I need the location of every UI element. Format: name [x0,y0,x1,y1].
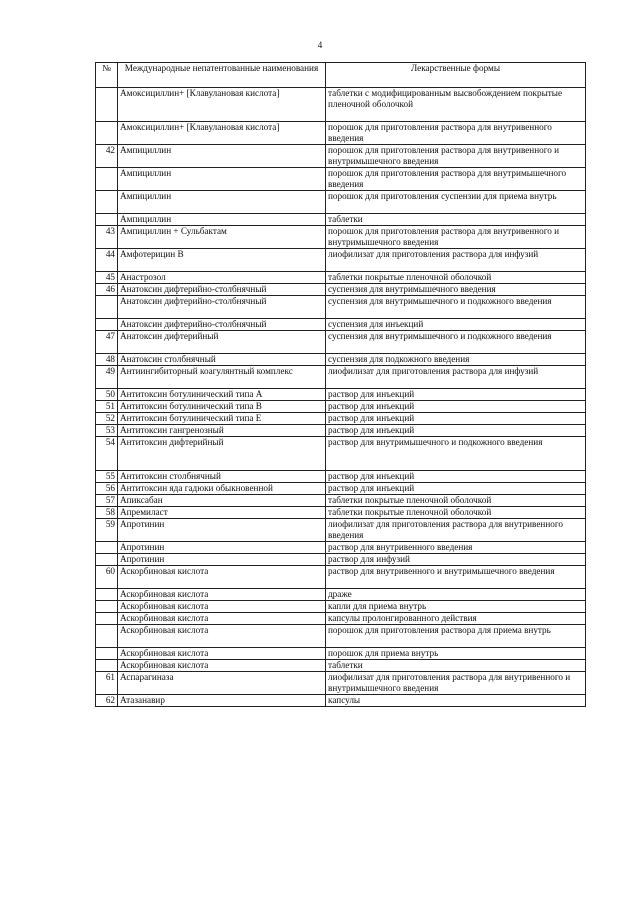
row-number [96,660,118,672]
row-number: 50 [96,389,118,401]
table-row [96,284,586,296]
row-number [96,214,118,226]
table-row [96,425,586,437]
row-number [96,613,118,625]
drug-name: Апремиласт [118,507,326,519]
dosage-form: раствор для инъекций [326,471,586,483]
row-number [96,191,118,214]
table-row [96,366,586,389]
drug-name: Аскорбиновая кислота [118,566,326,589]
table-row [96,660,586,672]
table-row [96,319,586,331]
table-row [96,214,586,226]
drug-name: Антитоксин гангренозный [118,425,326,437]
table-row [96,413,586,425]
table-row [96,495,586,507]
row-number [96,542,118,554]
dosage-form: порошок для приема внутрь [326,648,586,660]
dosage-form: лиофилизат для приготовления раствора для инфузий [326,249,586,272]
row-number: 47 [96,331,118,354]
drug-name: Апротинин [118,542,326,554]
drug-name: Аскорбиновая кислота [118,613,326,625]
table-row [96,554,586,566]
drug-name: Амфотерицин В [118,249,326,272]
row-number: 56 [96,483,118,495]
drug-name: Апротинин [118,554,326,566]
table-row [96,483,586,495]
row-number [96,589,118,601]
table-row [96,648,586,660]
dosage-form: таблетки с модифицированным высвобождением покрытые пленочной оболочкой [326,88,586,122]
table-row [96,88,586,122]
dosage-form: порошок для приготовления раствора для внутримышечного введения [326,168,586,191]
drug-name: Анатоксин дифтерийно-столбнячный [118,284,326,296]
drug-name: Анатоксин дифтерийно-столбнячный [118,296,326,319]
drug-name: Анатоксин столбнячный [118,354,326,366]
table-row [96,437,586,471]
table-row [96,296,586,319]
drug-name: Антитоксин ботулинический типа В [118,401,326,413]
table-row [96,542,586,554]
dosage-form: порошок для приготовления суспензии для приема внутрь [326,191,586,214]
row-number [96,122,118,145]
drug-name: Ампициллин [118,214,326,226]
drug-name: Амоксициллин+ [Клавулановая кислота] [118,122,326,145]
drug-name: Амоксициллин+ [Клавулановая кислота] [118,88,326,122]
dosage-form: лиофилизат для приготовления раствора для внутривенного и внутримышечного введения [326,672,586,695]
dosage-form: капли для приема внутрь [326,601,586,613]
dosage-form: раствор для внутривенного и внутримышечного введения [326,566,586,589]
table-header-row [96,63,586,88]
dosage-form: таблетки покрытые пленочной оболочкой [326,495,586,507]
drug-name: Атазанавир [118,695,326,707]
dosage-form: таблетки [326,660,586,672]
dosage-form: суспензия для внутримышечного введения [326,284,586,296]
row-number: 59 [96,519,118,542]
drug-name: Антитоксин столбнячный [118,471,326,483]
drug-name: Анастрозол [118,272,326,284]
row-number [96,625,118,648]
drug-name: Аскорбиновая кислота [118,625,326,648]
table-row [96,272,586,284]
row-number [96,88,118,122]
row-number: 51 [96,401,118,413]
dosage-form: раствор для инъекций [326,425,586,437]
drug-name: Анатоксин дифтерийный [118,331,326,354]
dosage-form: таблетки [326,214,586,226]
dosage-form: таблетки покрытые пленочной оболочкой [326,507,586,519]
table-row [96,145,586,168]
row-number: 54 [96,437,118,471]
dosage-form: раствор для внутримышечного и подкожного введения [326,437,586,471]
dosage-form: раствор для инъекций [326,483,586,495]
table-body [96,88,586,707]
row-number: 60 [96,566,118,589]
row-number [96,319,118,331]
drug-table [95,62,586,707]
row-number [96,296,118,319]
page-number: 4 [317,40,323,50]
drug-name: Апиксабан [118,495,326,507]
row-number: 61 [96,672,118,695]
dosage-form: лиофилизат для приготовления раствора для инфузий [326,366,586,389]
drug-name: Антиингибиторный коагулянтный комплекс [118,366,326,389]
drug-name: Аскорбиновая кислота [118,660,326,672]
drug-name: Антитоксин ботулинический типа А [118,389,326,401]
table-row [96,566,586,589]
row-number: 42 [96,145,118,168]
dosage-form: суспензия для инъекций [326,319,586,331]
drug-name: Антитоксин ботулинический типа Е [118,413,326,425]
dosage-form: раствор для инъекций [326,413,586,425]
row-number: 58 [96,507,118,519]
row-number: 53 [96,425,118,437]
table-row [96,389,586,401]
table-row [96,249,586,272]
table-row [96,601,586,613]
table-row [96,625,586,648]
table-row [96,401,586,413]
row-number: 49 [96,366,118,389]
dosage-form: порошок для приготовления раствора для приема внутрь [326,625,586,648]
row-number [96,648,118,660]
dosage-form: лиофилизат для приготовления раствора для внутривенного введения [326,519,586,542]
drug-name: Аскорбиновая кислота [118,589,326,601]
drug-name: Ампициллин [118,191,326,214]
drug-name: Аскорбиновая кислота [118,648,326,660]
row-number: 55 [96,471,118,483]
dosage-form: раствор для инъекций [326,389,586,401]
drug-name: Антитоксин дифтерийный [118,437,326,471]
row-number: 43 [96,226,118,249]
drug-name: Ампициллин [118,168,326,191]
table-row [96,168,586,191]
dosage-form: драже [326,589,586,601]
table-row [96,695,586,707]
header-form: Лекарственные формы [326,63,586,88]
drug-name: Аскорбиновая кислота [118,601,326,613]
row-number: 46 [96,284,118,296]
table-row [96,354,586,366]
dosage-form: порошок для приготовления раствора для внутривенного и внутримышечного введения [326,226,586,249]
drug-name: Антитоксин яда гадюки обыкновенной [118,483,326,495]
row-number: 45 [96,272,118,284]
dosage-form: раствор для инфузий [326,554,586,566]
table-row [96,519,586,542]
row-number [96,554,118,566]
header-number: № [96,63,118,88]
drug-name: Аспарагиназа [118,672,326,695]
dosage-form: капсулы пролонгированного действия [326,613,586,625]
dosage-form: суспензия для подкожного введения [326,354,586,366]
table-row [96,331,586,354]
table-row [96,471,586,483]
table-row [96,122,586,145]
dosage-form: раствор для инъекций [326,401,586,413]
row-number: 52 [96,413,118,425]
table-row [96,226,586,249]
dosage-form: суспензия для внутримышечного и подкожного введения [326,331,586,354]
dosage-form: порошок для приготовления раствора для внутривенного введения [326,122,586,145]
table-row [96,613,586,625]
table-row [96,672,586,695]
table-row [96,507,586,519]
row-number: 48 [96,354,118,366]
drug-name: Ампициллин + Сульбактам [118,226,326,249]
row-number: 44 [96,249,118,272]
row-number [96,601,118,613]
row-number: 57 [96,495,118,507]
dosage-form: раствор для внутривенного введения [326,542,586,554]
dosage-form: таблетки покрытые пленочной оболочкой [326,272,586,284]
row-number: 62 [96,695,118,707]
table-row [96,589,586,601]
drug-name: Апротинин [118,519,326,542]
header-name: Международные непатентованные наименования [118,63,326,88]
drug-name: Ампициллин [118,145,326,168]
dosage-form: капсулы [326,695,586,707]
table-row [96,191,586,214]
dosage-form: порошок для приготовления раствора для внутривенного и внутримышечного введения [326,145,586,168]
dosage-form: суспензия для внутримышечного и подкожного введения [326,296,586,319]
row-number [96,168,118,191]
drug-name: Анатоксин дифтерийно-столбнячный [118,319,326,331]
